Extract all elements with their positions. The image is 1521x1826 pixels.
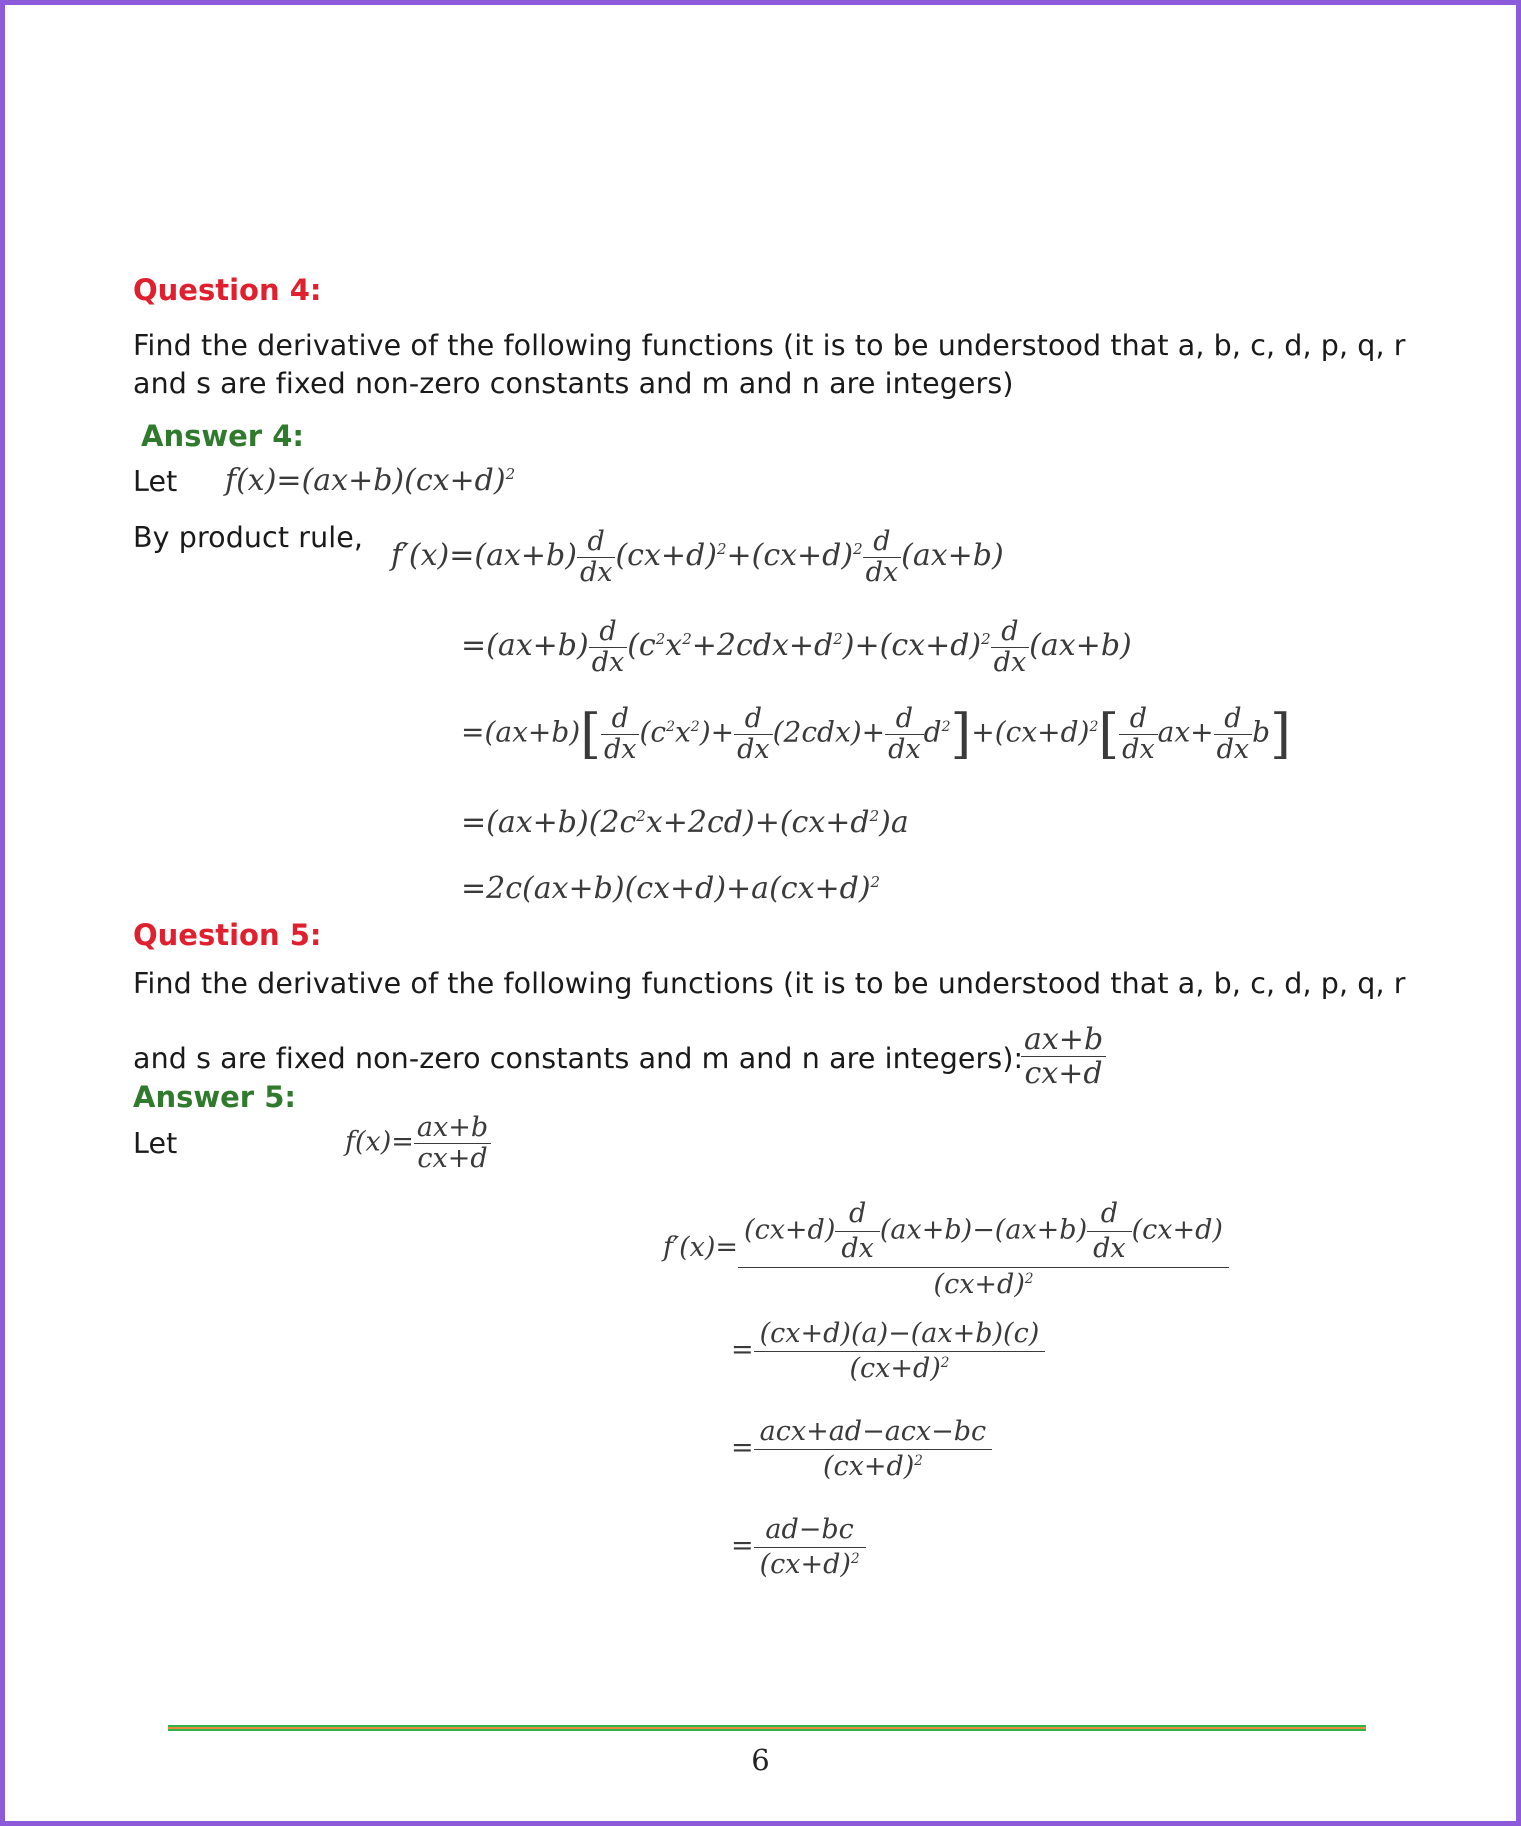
- answer-4-step-3: =(ax+b)[ $\frac{d}{dx}$ $(c^2x^2)+$ $\frac{d}{dx}$ (2cdx)+ $\frac{d}{dx}$ $d^2]+(cx+d)^2$[ $\frac{d}{dx}$ ax+ $\frac{d}{dx}$ b]: [461, 702, 1291, 765]
- question-5-text-line-1: Find the derivative of the following functions (it is to be understood that a, b, c, d, p, q, r: [133, 967, 1406, 1000]
- page-number: 6: [751, 1743, 770, 1777]
- answer-4-step-5: $=2c(ax+b)(cx+d)+a(cx+d)^2$: [461, 871, 881, 906]
- question-5-heading: Question 5:: [133, 918, 322, 952]
- product-rule-label: By product rule,: [133, 521, 364, 554]
- question-5-text-line-2: and s are fixed non-zero constants and m and n are integers):: [133, 1042, 1024, 1075]
- question-4-heading: Question 4:: [133, 273, 322, 307]
- answer-5-step-2: = $\frac{(cx+d)(a)-(ax+b)(c)}{(cx+d)^2}$: [731, 1317, 1045, 1385]
- question-5-function-fraction: $\frac{ax+b}{cx+d}$: [1021, 1023, 1106, 1090]
- answer-4-heading: Answer 4:: [141, 419, 304, 453]
- question-4-text: Find the derivative of the following functions (it is to be understood that a, b, c, d, p, q, r and s are fixed non-zero constants and m and n are integers): [133, 329, 1406, 400]
- answer-5-let-label: Let: [133, 1127, 178, 1160]
- answer-5-step-3: = $\frac{\text{acx+ad−acx−bc}}{(cx+d)^2}$: [731, 1415, 992, 1483]
- answer-4-step-2: =(ax+b) $\frac{d}{dx}$ $(c^2x^2+2cdx+d^2)+(cx+d)^2$ $\frac{d}{dx}$ (ax+b): [461, 616, 1132, 678]
- answer-4-let-label: Let: [133, 465, 178, 498]
- answer-4-step-4: $=(ax+b)(2c^2x+2cd)+(cx+d^2)a$: [461, 805, 909, 840]
- answer-5-step-1: f′(x)= (cx+d) $\frac{d}{dx}$ (ax+b)−(ax+b) $\frac{d}{dx}$ (cx+d) $(cx+d)^2$: [663, 1195, 1229, 1302]
- answer-4-definition-formula: $f(x)=(ax+b)(cx+d)^2$: [225, 463, 516, 498]
- answer-5-heading: Answer 5:: [133, 1080, 296, 1114]
- answer-5-definition-formula: f(x)= $\frac{ax+b}{cx+d}$: [345, 1113, 491, 1173]
- footer-divider-line: [168, 1725, 1366, 1731]
- answer-5-step-4: = $\frac{ad-bc}{(cx+d)^2}$: [731, 1513, 866, 1581]
- answer-4-step-1: f′(x)=(ax+b) $\frac{d}{dx}$ $(cx+d)^2+(cx+d)^2$ $\frac{d}{dx}$ (ax+b): [391, 526, 1004, 588]
